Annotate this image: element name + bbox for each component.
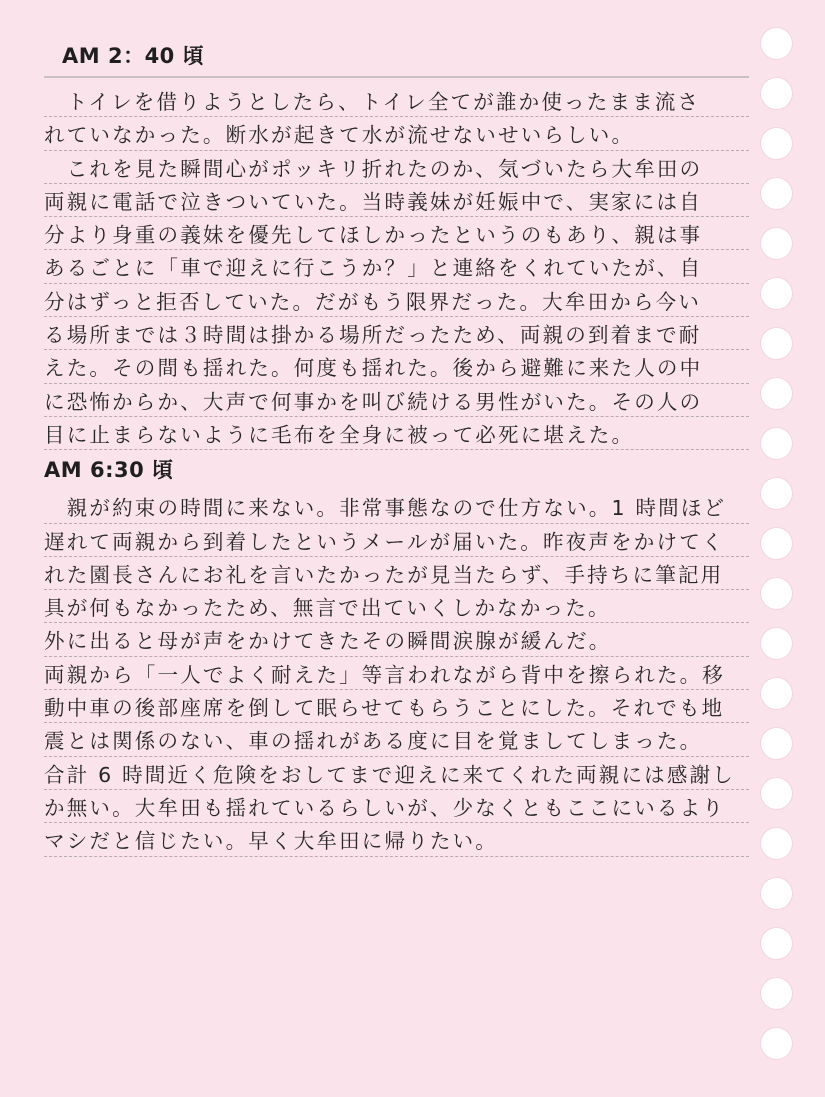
text-line: これを見た瞬間心がポッキリ折れたのか、気づいたら大牟田の [44, 151, 749, 184]
text-line: に恐怖からか、大声で何事かを叫び続ける男性がいた。その人の [44, 384, 749, 417]
binder-hole [761, 178, 792, 209]
text-line: れた園長さんにお礼を言いたかったが見当たらず、手持ちに筆記用 [44, 557, 749, 590]
text-line: 分より身重の義妹を優先してほしかったというのもあり、親は事 [44, 217, 749, 250]
text-line: れていなかった。断水が起きて水が流せないせいらしい。 [44, 117, 749, 150]
binder-hole [761, 628, 792, 659]
binder-hole [761, 78, 792, 109]
binder-hole [761, 228, 792, 259]
binder-hole [761, 778, 792, 809]
binder-holes [761, 0, 801, 1097]
binder-hole [761, 428, 792, 459]
binder-hole [761, 1028, 792, 1059]
text-line: 遅れて両親から到着したというメールが届いた。昨夜声をかけてく [44, 524, 749, 557]
text-line: 両親に電話で泣きついていた。当時義妹が妊娠中で、実家には自 [44, 184, 749, 217]
section-heading: AM 2：40 頃 [44, 36, 749, 76]
binder-hole [761, 728, 792, 759]
binder-hole [761, 378, 792, 409]
text-line: 親が約束の時間に来ない。非常事態なので仕方ない。1 時間ほど [44, 490, 749, 523]
text-line: あるごとに「車で迎えに行こうか？」と連絡をくれていたが、自 [44, 250, 749, 283]
text-line: る場所までは３時間は掛かる場所だったため、両親の到着まで耐 [44, 317, 749, 350]
binder-hole [761, 478, 792, 509]
section-heading: AM 6:30 頃 [44, 458, 174, 483]
binder-hole [761, 678, 792, 709]
binder-hole [761, 328, 792, 359]
text-line: 震とは関係のない、車の揺れがある度に目を覚ましてしまった。 [44, 723, 749, 756]
binder-hole [761, 528, 792, 559]
text-line: 分はずっと拒否していた。だがもう限界だった。大牟田から今い [44, 284, 749, 317]
text-line: マシだと信じたい。早く大牟田に帰りたい。 [44, 823, 749, 856]
text-line: トイレを借りようとしたら、トイレ全てが誰か使ったまま流さ [44, 84, 749, 117]
binder-hole [761, 878, 792, 909]
diary-content [44, 36, 749, 857]
binder-hole [761, 578, 792, 609]
binder-hole [761, 278, 792, 309]
binder-hole [761, 978, 792, 1009]
binder-hole [761, 128, 792, 159]
binder-hole [761, 828, 792, 859]
text-line: 動中車の後部座席を倒して眠らせてもらうことにした。それでも地 [44, 690, 749, 723]
text-line: 両親から「一人でよく耐えた」等言われながら背中を擦られた。移 [44, 657, 749, 690]
binder-hole [761, 928, 792, 959]
text-line: 外に出ると母が声をかけてきたその瞬間涙腺が緩んだ。 [44, 623, 749, 656]
binder-hole [761, 28, 792, 59]
text-line: 目に止まらないように毛布を全身に被って必死に堪えた。 [44, 417, 749, 450]
text-line: 合計 6 時間近く危険をおしてまで迎えに来てくれた両親には感謝し [44, 757, 749, 790]
text-line: 具が何もなかったため、無言で出ていくしかなかった。 [44, 590, 749, 623]
text-line: えた。その間も揺れた。何度も揺れた。後から避難に来た人の中 [44, 350, 749, 383]
text-line: か無い。大牟田も揺れているらしいが、少なくともここにいるより [44, 790, 749, 823]
